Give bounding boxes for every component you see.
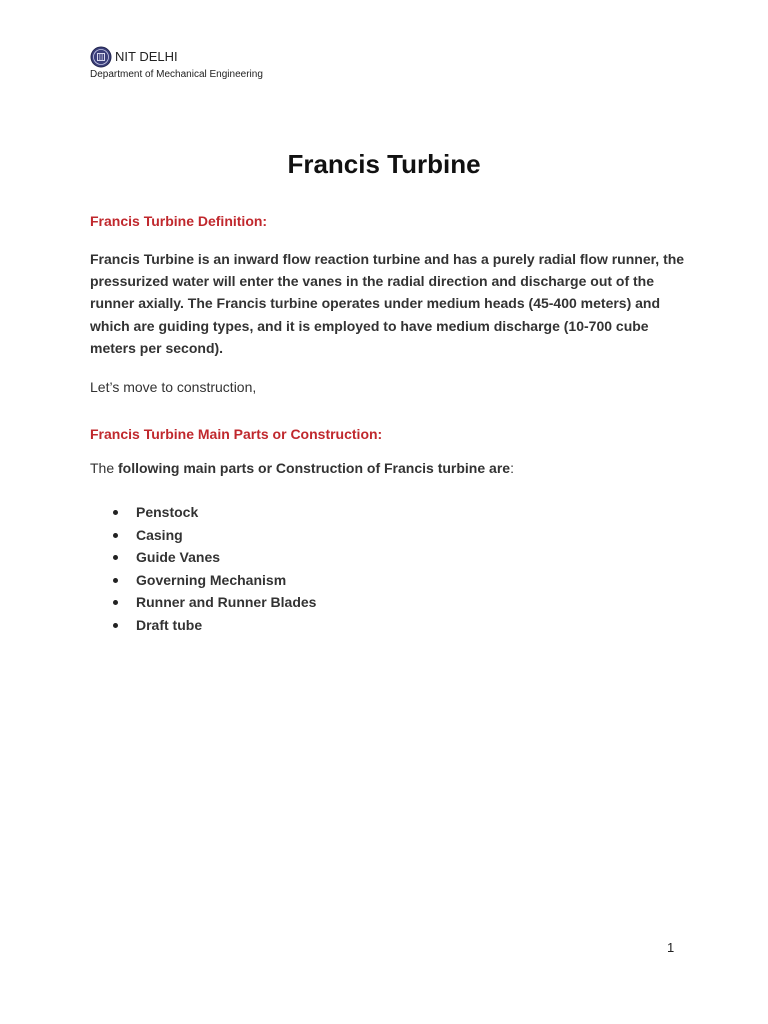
list-item-text: Runner and Runner Blades	[136, 594, 317, 611]
list-item-text: Draft tube	[136, 616, 203, 633]
list-item-text: Governing Mechanism	[136, 571, 287, 588]
bullet-icon	[113, 533, 118, 538]
header-row	[90, 46, 263, 68]
construction-heading: Francis Turbine Main Parts or Construction:	[90, 426, 383, 442]
bullet-icon	[113, 510, 118, 515]
institute-name: NIT DELHI	[115, 49, 178, 64]
list-item	[108, 501, 316, 524]
list-item-text: Casing	[136, 526, 183, 543]
bullet-icon	[113, 623, 118, 628]
institute-seal-icon	[90, 46, 112, 68]
page-number: 1	[667, 940, 675, 955]
definition-paragraph: Francis Turbine is an inward flow reaction turbine and has a purely radial flow runner, the pressurized water will enter the vanes in the radial direction and discharge out of the runner axially. The Francis turbine operates under medium heads (45-400 meters) and which are guiding types, and it is employed to have medium discharge (10-700 cube meters per second).	[90, 251, 685, 356]
list-item	[108, 591, 316, 614]
list-item	[108, 546, 316, 569]
list-item	[108, 614, 316, 637]
intro-suffix: :	[510, 460, 514, 476]
page-header	[90, 46, 263, 81]
document-title: Francis Turbine	[287, 149, 481, 179]
list-item-text: Penstock	[136, 504, 199, 520]
intro-bold: following main parts or Construction of Francis turbine are	[118, 460, 511, 476]
list-item	[108, 569, 316, 592]
bullet-icon	[113, 555, 118, 560]
intro-prefix: The	[90, 460, 119, 476]
definition-heading: Francis Turbine Definition:	[90, 213, 268, 229]
parts-intro	[90, 460, 514, 476]
bullet-icon	[113, 600, 118, 605]
parts-list	[108, 501, 316, 637]
transition-text: Let’s move to construction,	[90, 379, 257, 395]
list-item	[108, 524, 316, 547]
department-name: Department of Mechanical Engineering	[90, 69, 263, 80]
bullet-icon	[113, 578, 118, 583]
list-item-text: Guide Vanes	[136, 549, 221, 566]
